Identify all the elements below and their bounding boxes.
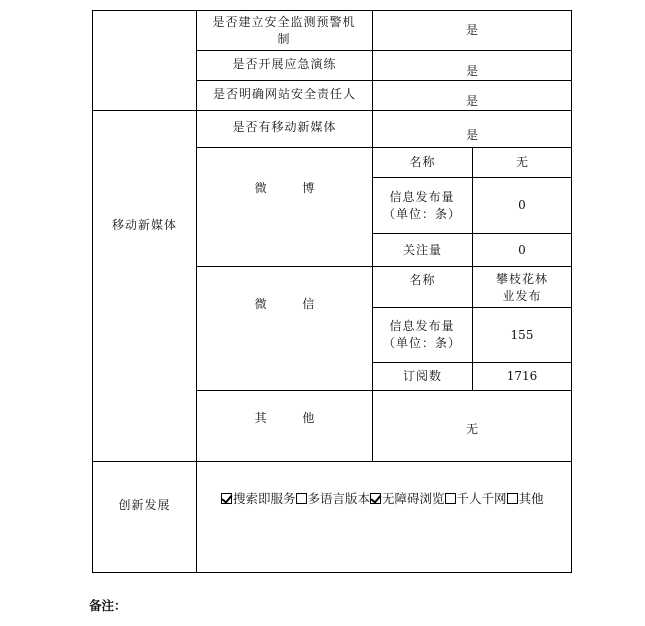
- option-label-multilang: 多语言版本: [307, 491, 371, 506]
- weibo-posts-value: 0: [518, 198, 526, 212]
- option-checkbox-search[interactable]: [221, 493, 232, 504]
- option-label-personalized: 千人千网: [456, 491, 507, 506]
- weibo-followers-label: 关注量: [402, 242, 442, 257]
- has-media-value: 是: [465, 127, 478, 142]
- option-checkbox-personalized[interactable]: [445, 493, 456, 504]
- row-line-bottom: [92, 572, 572, 573]
- other-value: 无: [465, 421, 478, 436]
- option-checkbox-accessibility[interactable]: [370, 493, 381, 504]
- option-checkbox-other[interactable]: [507, 493, 518, 504]
- wechat-subscribers-value: 1716: [506, 369, 538, 383]
- weibo-name-value: 无: [515, 155, 528, 169]
- monitoring-label: 是否建立安全监测预警机制: [212, 14, 356, 46]
- weibo-posts-label: 信息发布量（单位：条）: [382, 189, 461, 221]
- wechat-posts-label: 信息发布量（单位：条）: [382, 319, 461, 350]
- responsible-value: 是: [465, 94, 478, 108]
- wechat-label: 微 信: [254, 296, 331, 311]
- weibo-label: 微 博: [254, 181, 331, 195]
- innovation-options: [221, 488, 571, 508]
- mobile-section-label: 移动新媒体: [111, 217, 177, 232]
- wechat-posts-value: 155: [510, 327, 534, 342]
- row-line-11: [92, 461, 572, 462]
- wechat-name-value: 攀枝花林业发布: [495, 271, 548, 303]
- has-media-label: 是否有移动新媒体: [232, 120, 337, 134]
- option-checkbox-multilang[interactable]: [296, 493, 307, 504]
- innovation-section-label: 创新发展: [118, 497, 171, 512]
- option-label-other: 其他: [518, 491, 544, 506]
- wechat-subscribers-label: 订阅数: [402, 369, 442, 383]
- drill-label: 是否开展应急演练: [232, 57, 337, 71]
- wechat-name-label: 名称: [409, 272, 436, 287]
- table-border-right: [571, 10, 572, 573]
- row-line-10: [196, 390, 572, 391]
- responsible-label: 是否明确网站安全责任人: [212, 87, 356, 101]
- option-label-accessibility: 无障碍浏览: [382, 491, 445, 506]
- weibo-name-label: 名称: [409, 155, 436, 169]
- option-label-search: 搜索即服务: [233, 491, 296, 506]
- note-label: 备注：: [89, 598, 127, 613]
- drill-value: 是: [465, 64, 478, 78]
- weibo-followers-value: 0: [518, 242, 526, 257]
- monitoring-value: 是: [465, 22, 478, 37]
- other-label: 其 他: [254, 411, 331, 425]
